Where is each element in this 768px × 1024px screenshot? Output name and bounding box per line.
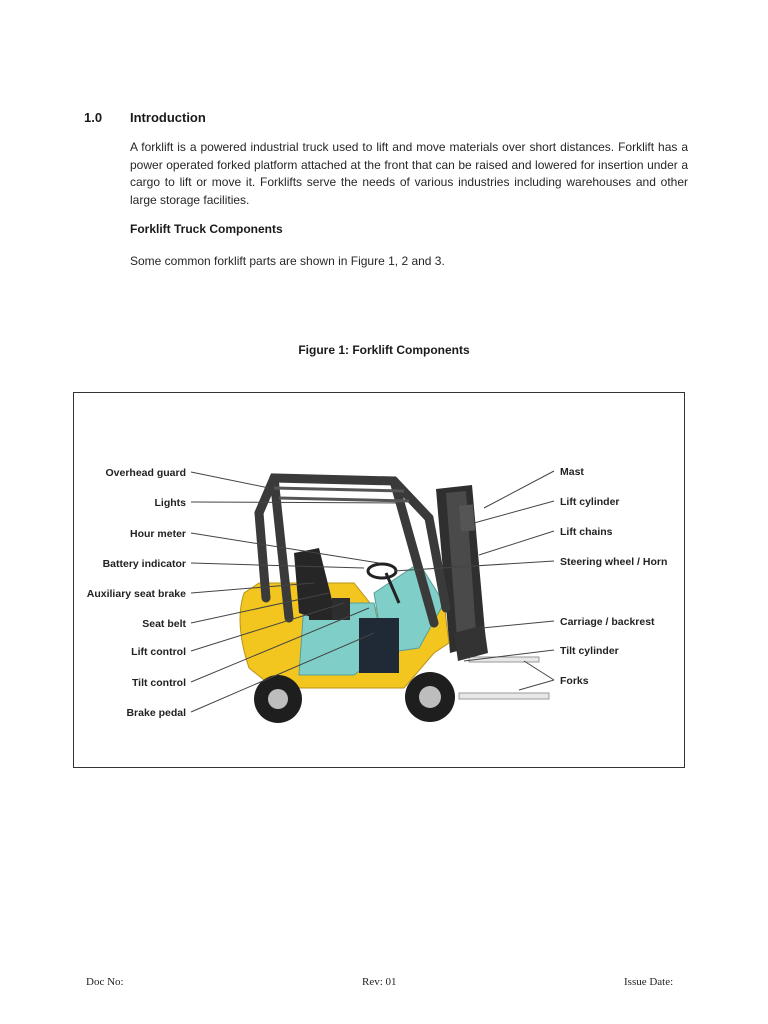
- figure-reference-note: Some common forklift parts are shown in Figure 1, 2 and 3.: [130, 254, 445, 268]
- label-auxiliary-seat-brake: Auxiliary seat brake: [86, 588, 186, 600]
- label-tilt-cylinder: Tilt cylinder: [560, 645, 619, 657]
- label-brake-pedal: Brake pedal: [126, 707, 186, 719]
- forks-shape: [459, 657, 549, 699]
- footer-issue-date: Issue Date:: [624, 976, 674, 988]
- figure-caption: Figure 1: Forklift Components: [298, 343, 470, 357]
- label-lift-control: Lift control: [131, 646, 186, 658]
- forklift-figure: [73, 392, 685, 768]
- label-mast: Mast: [560, 466, 584, 478]
- left-labels: [87, 467, 187, 719]
- section-number: 1.0: [84, 110, 103, 125]
- label-carriage-backrest: Carriage / backrest: [560, 616, 655, 628]
- right-labels: [560, 466, 667, 687]
- label-steering-wheel-horn: Steering wheel / Horn: [560, 556, 668, 568]
- label-forks: Forks: [560, 675, 589, 687]
- footer-rev: Rev: 01: [362, 976, 397, 988]
- forklift-illustration: [74, 393, 686, 769]
- section-title: Introduction: [130, 110, 206, 125]
- footer-doc-no: Doc No:: [86, 976, 124, 988]
- label-hour-meter: Hour meter: [129, 528, 186, 540]
- intro-paragraph: A forklift is a powered industrial truck used to lift and move materials over short distances. Forklift has a power operated forked platform attached at the front that can be raised and lowered for insertion under a cargo to lift or move it. Forklifts serve the needs of various industries including warehouses and other large storage facilities.: [130, 140, 688, 207]
- label-tilt-control: Tilt control: [131, 677, 186, 689]
- label-seat-belt: Seat belt: [142, 618, 186, 630]
- label-battery-indicator: Battery indicator: [102, 558, 186, 570]
- label-lights: Lights: [154, 497, 186, 509]
- label-lift-cylinder: Lift cylinder: [560, 496, 620, 508]
- label-lift-chains: Lift chains: [560, 526, 613, 538]
- subheading: Forklift Truck Components: [130, 222, 283, 236]
- label-overhead-guard: Overhead guard: [105, 467, 186, 479]
